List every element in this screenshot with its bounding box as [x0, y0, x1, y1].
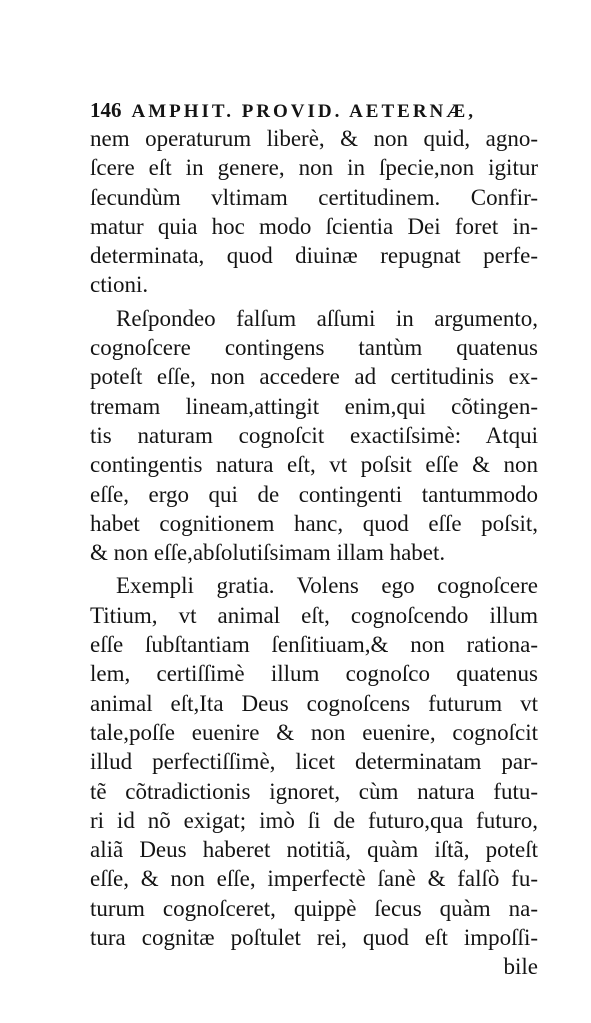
paragraph-1: [90, 124, 538, 300]
running-title: AMPHIT. PROVID. AETERNÆ,: [131, 101, 477, 122]
text-line: matur quia hoc modo ſcientia Dei foret in-: [90, 213, 538, 239]
text-line: contingentis natura eſt, vt poſsit eſſe & non: [90, 452, 538, 478]
text-line: lem, certiſſimè illum cognoſco quatenus: [90, 661, 538, 687]
text-line: illud perfectiſſimè, licet determinatam par-: [90, 749, 538, 775]
text-line: tremam lineam,attingit enim,qui cõtingen-: [90, 393, 538, 419]
text-line: Exempli gratia. Volens ego cognoſcere: [116, 573, 538, 599]
text-line: eſſe, & non eſſe, imperfectè ſanè & falſò fu-: [90, 866, 538, 892]
text-line: tis naturam cognoſcit exactiſsimè: Atqui: [90, 422, 538, 448]
paragraph-2: [90, 304, 538, 568]
body-text: [90, 124, 538, 982]
text-line: eſſe, ergo qui de contingenti tantummodo: [90, 481, 538, 507]
paragraph-3: [90, 571, 538, 952]
text-line: aliã Deus haberet notitiã, quàm iſtã, poteſt: [90, 837, 538, 863]
text-line: tẽ cõtradictionis ignoret, cùm natura futu-: [90, 778, 538, 804]
text-line: ſecundùm vltimam certitudinem. Confir-: [90, 184, 538, 210]
text-line: poteſt eſſe, non accedere ad certitudinis ex-: [90, 364, 538, 390]
text-line: Reſpondeo falſum aſſumi in argumento,: [116, 305, 538, 331]
catchword: bile: [503, 954, 538, 980]
text-line: tura cognitæ poſtulet rei, quod eſt impoſſi-: [90, 925, 538, 951]
text-line: habet cognitionem hanc, quod eſſe poſsit,: [90, 510, 538, 536]
text-line: & non eſſe,abſolutiſsimam illam habet.: [90, 540, 446, 566]
text-line: Titium, vt animal eſt, cognoſcendo illum: [90, 602, 538, 628]
text-line: ſcere eſt in genere, non in ſpecie,non igitur: [90, 155, 538, 181]
text-line: tale,poſſe euenire & non euenire, cognoſcit: [90, 719, 538, 745]
text-line: nem operaturum liberè, & non quid, agno-: [90, 126, 538, 151]
text-line: ctioni.: [90, 272, 149, 298]
text-line: eſſe ſubſtantiam ſenſitiuam,& non rationa-: [90, 632, 538, 658]
text-line: ri id nõ exigat; imò ſi de futuro,qua futuro,: [90, 807, 538, 833]
page-number: 146: [90, 98, 122, 122]
running-header: [90, 98, 538, 124]
text-line: determinata, quod diuinæ repugnat perfe-: [90, 243, 538, 269]
book-page: [90, 98, 538, 982]
text-line: turum cognoſceret, quippè ſecus quàm na-: [90, 895, 538, 921]
text-line: animal eſt,Ita Deus cognoſcens futurum vt: [90, 690, 538, 716]
text-line: cognoſcere contingens tantùm quatenus: [90, 335, 538, 361]
